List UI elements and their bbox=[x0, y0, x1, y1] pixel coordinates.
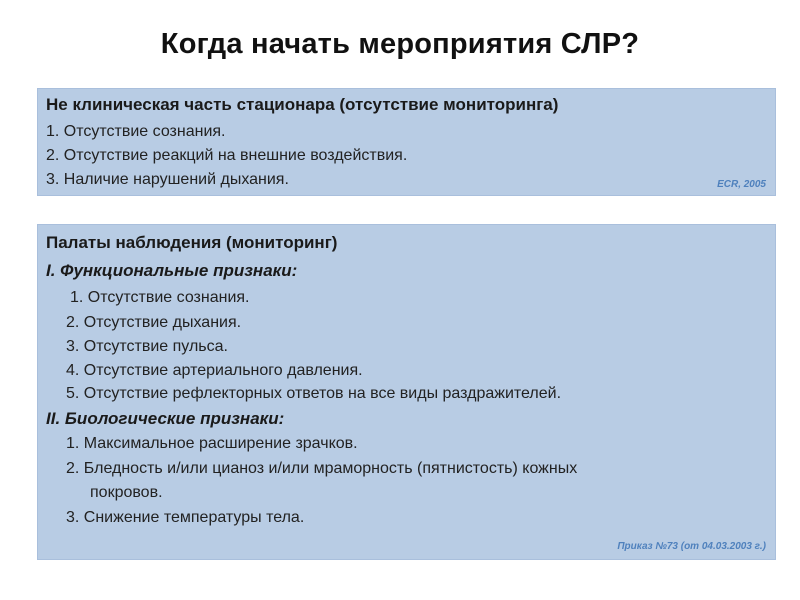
non-clinical-area-box bbox=[37, 88, 776, 196]
list-item: 1. Отсутствие сознания. bbox=[46, 123, 226, 140]
functional-signs-title: I. Функциональные признаки: bbox=[46, 261, 298, 280]
list-item: 2. Бледность и/или цианоз и/или мраморность (пятнистость) кожных bbox=[66, 460, 578, 477]
list-item-continuation: покровов. bbox=[90, 484, 163, 501]
source-citation: ECR, 2005 bbox=[717, 179, 766, 190]
list-item: 5. Отсутствие рефлекторных ответов на все виды раздражителей. bbox=[66, 385, 562, 402]
source-citation: Приказ №73 (от 04.03.2003 г.) bbox=[617, 541, 766, 552]
list-item: 4. Отсутствие артериального давления. bbox=[66, 362, 363, 379]
page-title: Когда начать мероприятия СЛР? bbox=[160, 28, 640, 60]
list-item: 3. Снижение температуры тела. bbox=[66, 509, 305, 526]
monitoring-wards-box bbox=[37, 224, 776, 560]
list-item: 1. Отсутствие сознания. bbox=[70, 289, 250, 306]
list-item: 3. Отсутствие пульса. bbox=[66, 338, 228, 355]
biological-signs-title: II. Биологические признаки: bbox=[46, 409, 285, 428]
list-item: 1. Максимальное расширение зрачков. bbox=[66, 435, 358, 452]
monitoring-heading: Палаты наблюдения (мониторинг) bbox=[46, 233, 338, 252]
list-item: 3. Наличие нарушений дыхания. bbox=[46, 171, 289, 188]
list-item: 2. Отсутствие дыхания. bbox=[66, 314, 242, 331]
list-item: 2. Отсутствие реакций на внешние воздействия. bbox=[46, 147, 408, 164]
non-clinical-heading: Не клиническая часть стационара (отсутствие мониторинга) bbox=[46, 95, 559, 114]
